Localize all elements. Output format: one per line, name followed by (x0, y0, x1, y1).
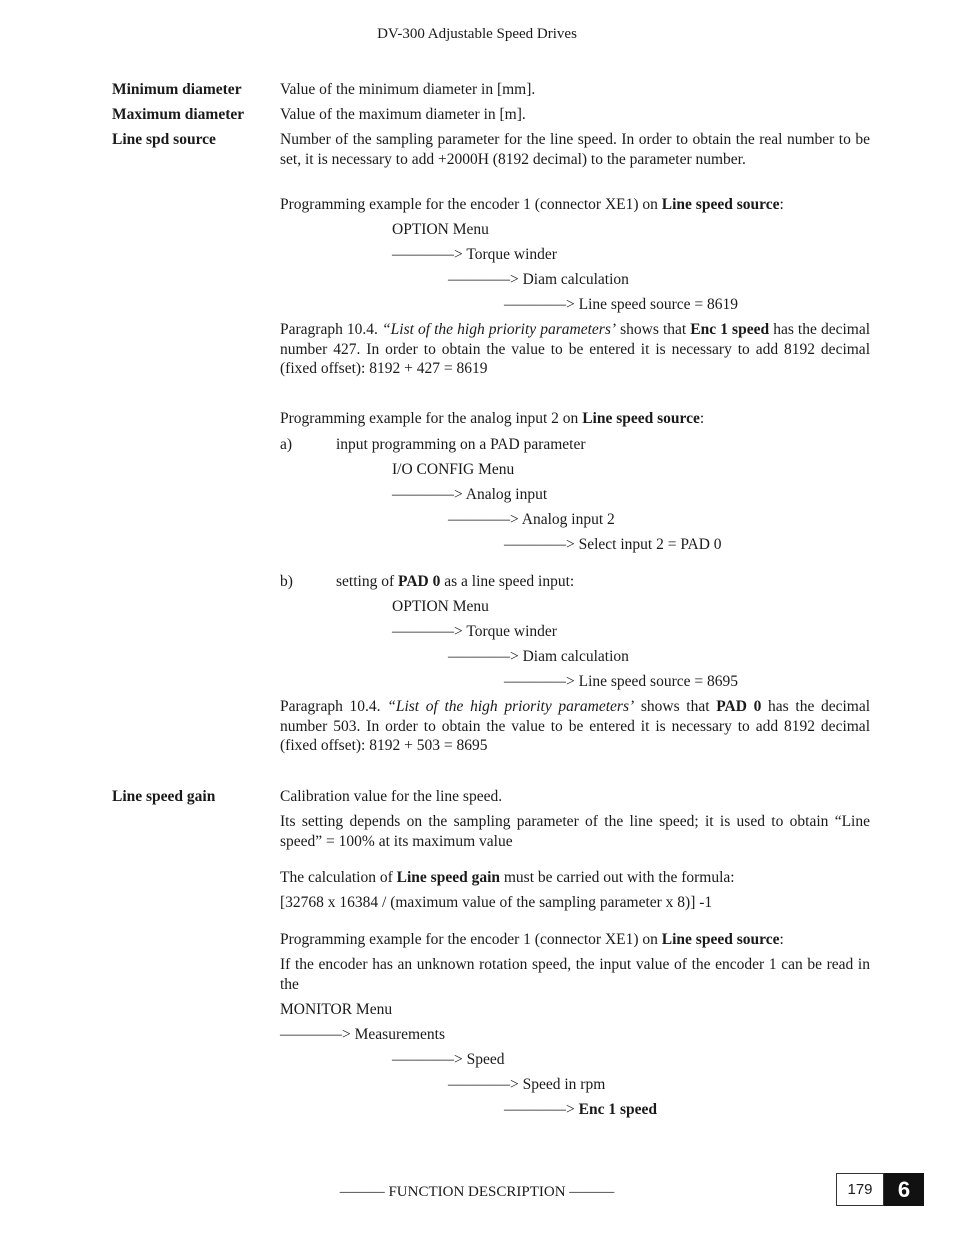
example2-a-menu-2: ————> Analog input 2 (448, 511, 615, 528)
example2-intro: Programming example for the analog input 2 on Line speed source: (280, 410, 705, 427)
example2-a-label: a) (280, 436, 293, 453)
example2-b-text: setting of PAD 0 as a line speed input: (336, 573, 575, 590)
example1-intro: Programming example for the encoder 1 (connector XE1) on Line speed source: (280, 196, 784, 213)
gain-calc: The calculation of Line speed gain must be carried out with the formula: (280, 869, 735, 886)
desc-minimum-diameter: Value of the minimum diameter in [mm]. (280, 81, 536, 98)
example1-menu-3: ————> Line speed source = 8619 (504, 296, 739, 313)
example1-menu-2: ————> Diam calculation (448, 271, 629, 288)
term-minimum-diameter: Minimum diameter (112, 81, 242, 98)
gain-example-text: If the encoder has an unknown rotation speed, the input value of the encoder 1 can be read in the (280, 956, 870, 993)
example2-b-menu-2: ————> Diam calculation (448, 648, 629, 665)
example2-a-menu-0: I/O CONFIG Menu (392, 461, 515, 478)
gain-menu-2: ————> Speed (392, 1051, 505, 1068)
gain-example-intro: Programming example for the encoder 1 (connector XE1) on Line speed source: (280, 931, 784, 948)
chapter-tab: 6 (884, 1173, 924, 1206)
example2-b-menu-3: ————> Line speed source = 8695 (504, 673, 739, 690)
page-number: 179 (836, 1173, 884, 1206)
gain-formula: [32768 x 16384 / (maximum value of the sampling parameter x 8)] -1 (280, 894, 713, 911)
example2-a-text: input programming on a PAD parameter (336, 436, 586, 453)
desc-maximum-diameter: Value of the maximum diameter in [m]. (280, 106, 526, 123)
example2-b-label: b) (280, 573, 293, 590)
gain-line1: Calibration value for the line speed. (280, 788, 503, 805)
gain-line2: Its setting depends on the sampling parameter of the line speed; it is used to obtain “Line speed” = 100% at its maximum value (280, 813, 870, 850)
example2-b-menu-1: ————> Torque winder (392, 623, 557, 640)
example1-menu-0: OPTION Menu (392, 221, 489, 238)
example2-paragraph: Paragraph 10.4. “List of the high priority parameters’ shows that PAD 0 has the decimal number 503. In order to obtain the value to be entered it is necessary to add 8192 decimal (fixed offset): 8192 + 503 = 8695 (280, 698, 871, 754)
example2-b-menu-0: OPTION Menu (392, 598, 489, 615)
page-footer: ——— FUNCTION DESCRIPTION ——— (339, 1184, 615, 1200)
gain-menu-4: ————> Enc 1 speed (504, 1101, 657, 1118)
desc-line-spd-source: Number of the sampling parameter for the line speed. In order to obtain the real number to be set, it is necessary to add +2000H (8192 decimal) to the parameter number. (280, 131, 870, 168)
page-header: DV-300 Adjustable Speed Drives (377, 26, 577, 42)
example2-a-menu-1: ————> Analog input (392, 486, 548, 503)
example1-paragraph: Paragraph 10.4. “List of the high priority parameters’ shows that Enc 1 speed has the decimal number 427. In order to obtain the value to be entered it is necessary to add 8192 decimal (fixed offset): 8192 + 427 = 8619 (280, 321, 871, 377)
term-line-spd-source: Line spd source (112, 131, 216, 148)
term-line-speed-gain: Line speed gain (112, 788, 216, 805)
example1-menu-1: ————> Torque winder (392, 246, 557, 263)
gain-menu-0: MONITOR Menu (280, 1001, 393, 1018)
term-maximum-diameter: Maximum diameter (112, 106, 245, 123)
gain-menu-3: ————> Speed in rpm (448, 1076, 606, 1093)
example2-a-menu-3: ————> Select input 2 = PAD 0 (504, 536, 722, 553)
gain-menu-1: ————> Measurements (280, 1026, 446, 1043)
